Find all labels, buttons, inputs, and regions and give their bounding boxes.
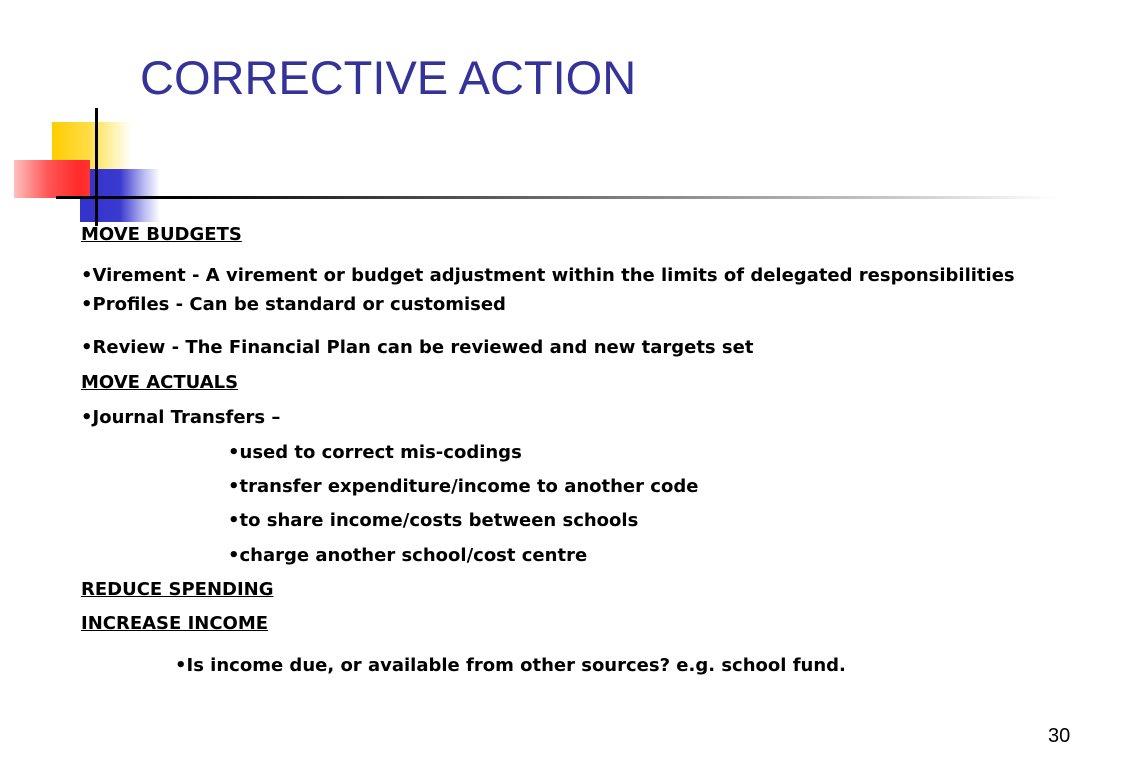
horizontal-divider-line xyxy=(56,196,1056,199)
share-income-bullet: •to share income/costs between schools xyxy=(228,510,639,531)
income-sources-bullet: •Is income due, or available from other sources? e.g. school fund. xyxy=(175,655,846,676)
mis-codings-bullet: •used to correct mis-codings xyxy=(228,442,522,463)
profiles-bullet: •Profiles - Can be standard or customised xyxy=(81,294,506,315)
red-square-decoration xyxy=(14,160,90,198)
move-actuals-heading: MOVE ACTUALS xyxy=(81,372,239,393)
page-number: 30 xyxy=(1048,725,1071,747)
slide-body xyxy=(81,224,1041,677)
move-budgets-heading: MOVE BUDGETS xyxy=(81,224,242,245)
transfer-expenditure-bullet: •transfer expenditure/income to another code xyxy=(228,476,699,497)
reduce-spending-heading: REDUCE SPENDING xyxy=(81,579,274,600)
review-bullet: •Review - The Financial Plan can be reviewed and new targets set xyxy=(81,337,754,358)
decorative-graphic xyxy=(0,100,1140,240)
charge-school-bullet: •charge another school/cost centre xyxy=(228,545,588,566)
journal-transfers-bullet: •Journal Transfers – xyxy=(81,407,281,428)
vertical-divider-line xyxy=(95,108,98,226)
slide-title: CORRECTIVE ACTION xyxy=(140,51,637,104)
increase-income-heading: INCREASE INCOME xyxy=(81,613,269,634)
virement-bullet: •Virement - A virement or budget adjustment within the limits of delegated responsibilities xyxy=(81,265,1015,286)
